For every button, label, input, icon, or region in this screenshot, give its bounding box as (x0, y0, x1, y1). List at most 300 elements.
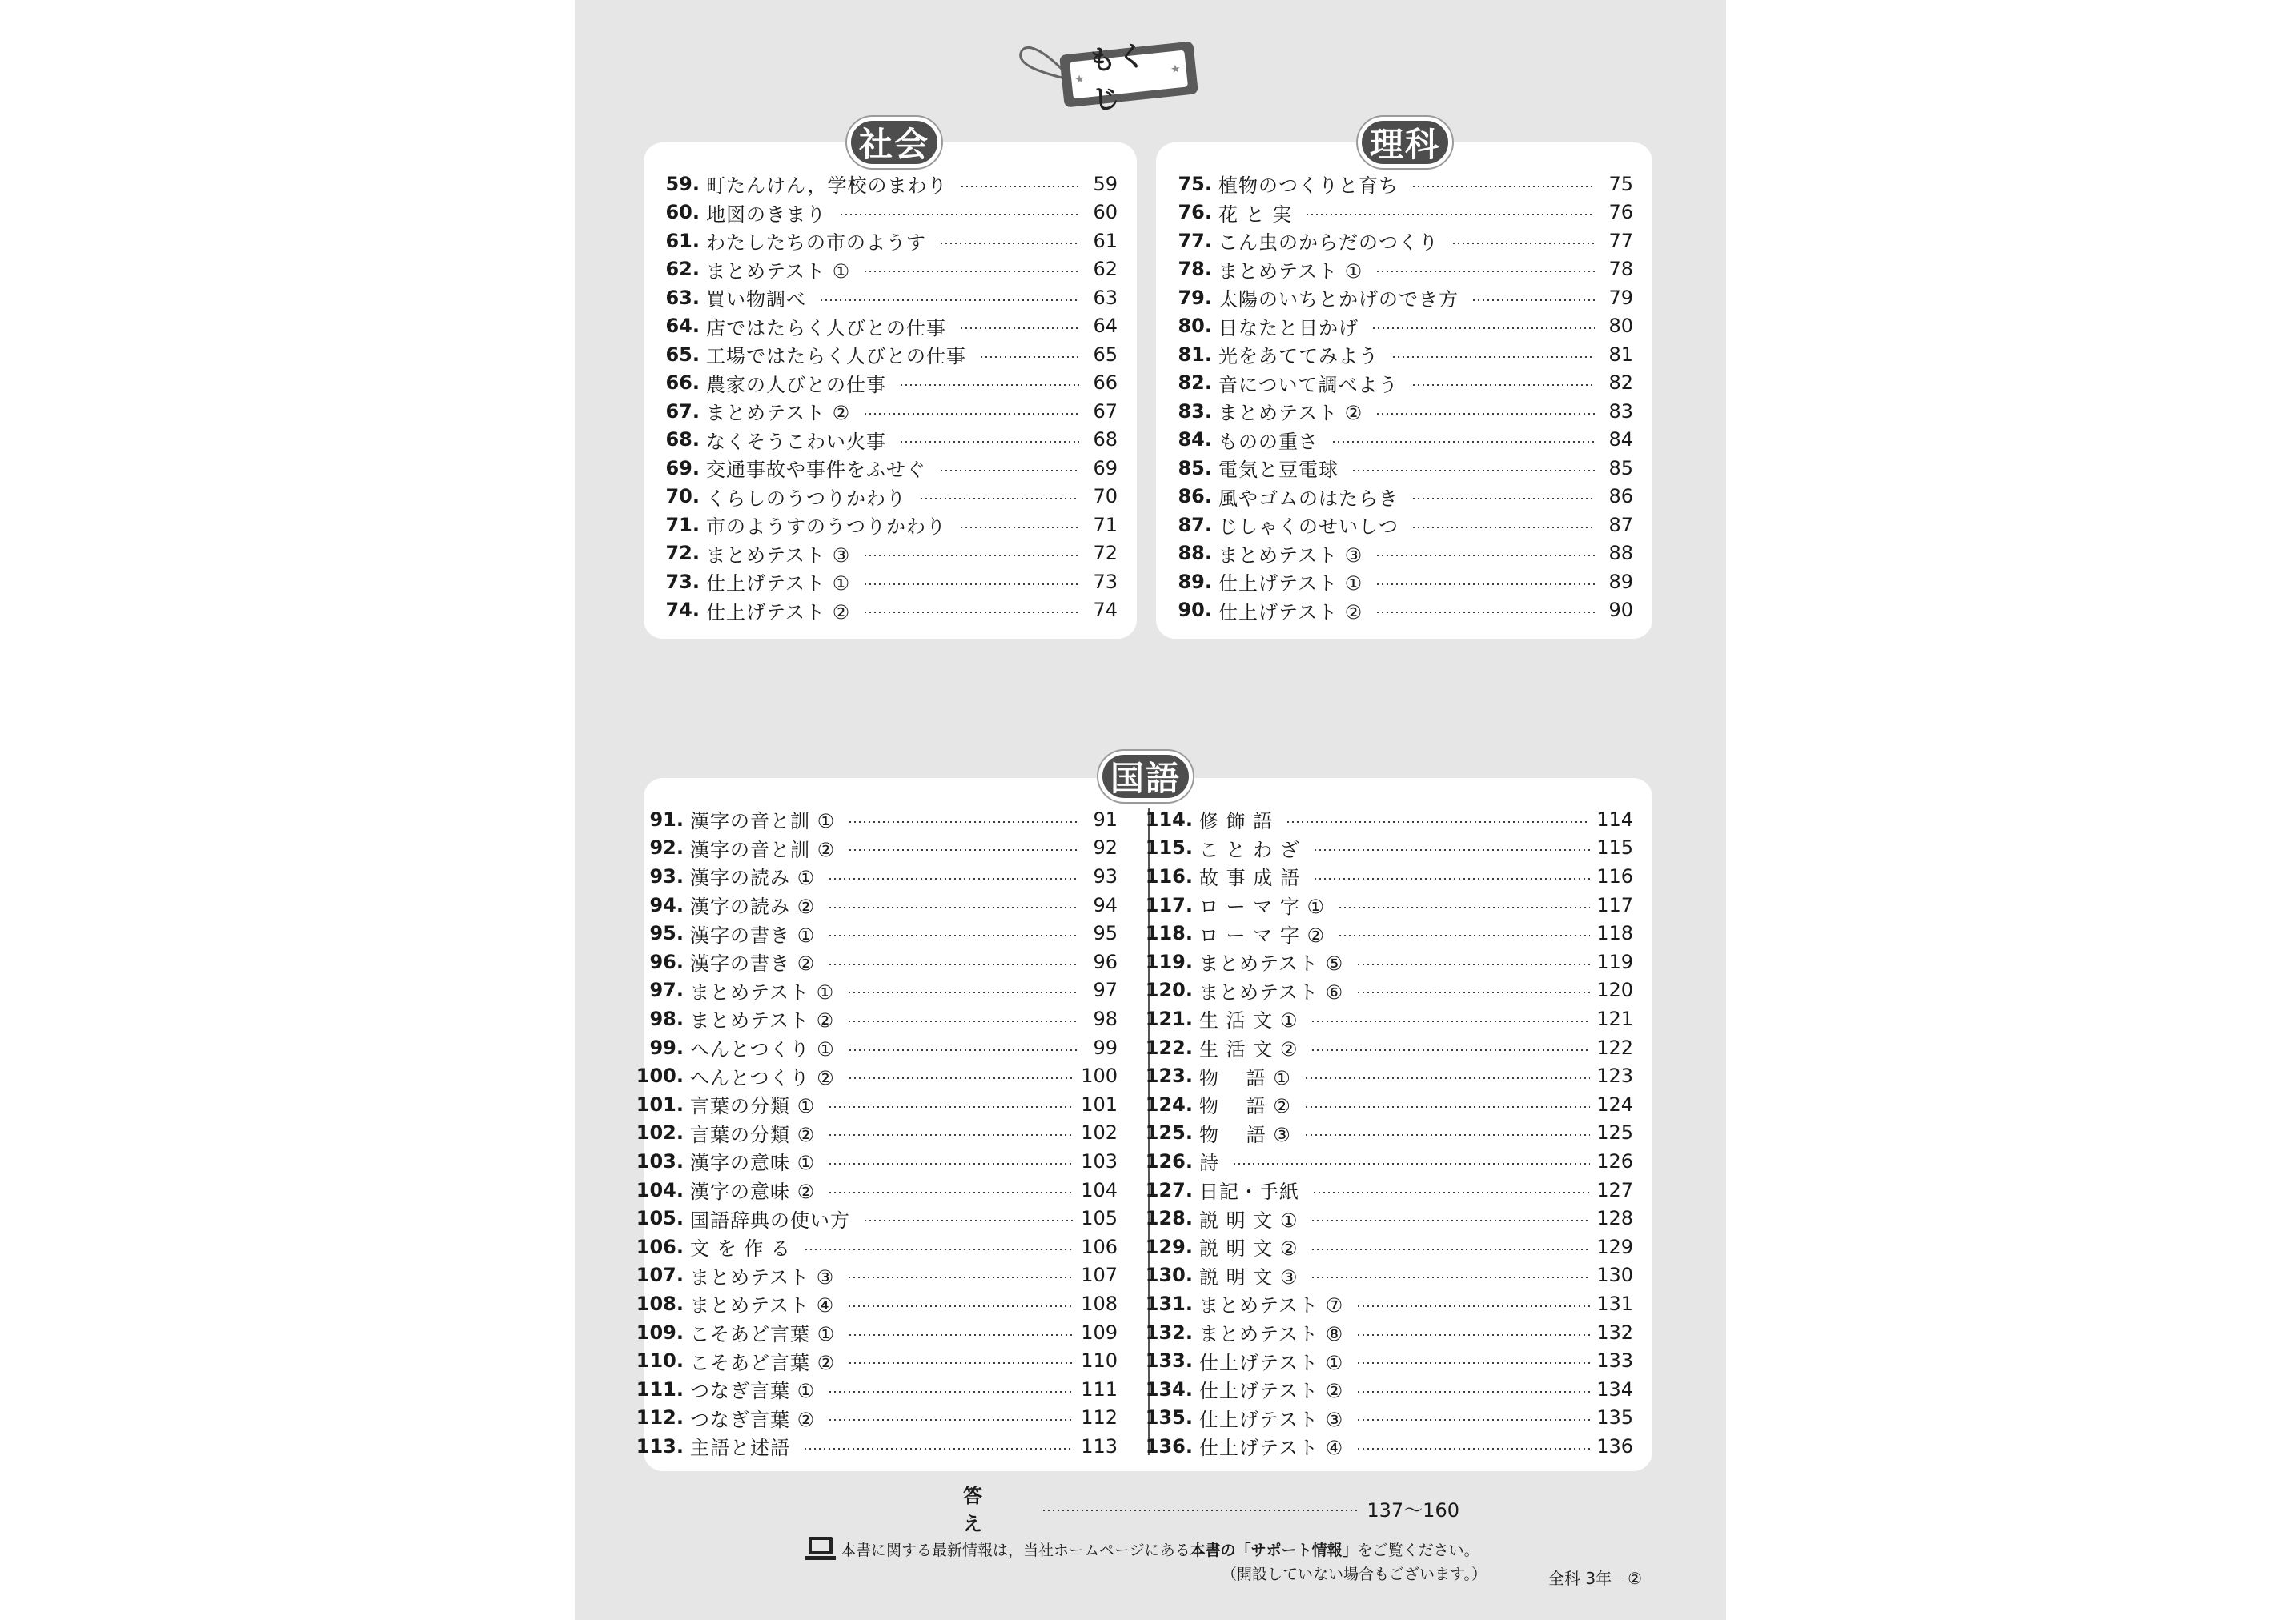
toc-entry (636, 805, 1118, 834)
toc-entry-page: 96 (1093, 950, 1118, 973)
toc-entry-title: 漢字の意味 ② (690, 1181, 816, 1204)
toc-entry-page: 89 (1608, 570, 1633, 593)
toc-entry-number: 131. (1145, 1292, 1193, 1315)
toc-entry-title: 仕上げテスト ② (1199, 1380, 1344, 1403)
toc-entry (636, 1289, 1118, 1318)
leader-dots (959, 527, 1079, 528)
toc-entry-number: 102. (636, 1121, 684, 1145)
toc-entry-title: ロ ー マ 字 ② (1199, 924, 1326, 947)
toc-entry-page: 90 (1608, 599, 1633, 622)
toc-entry (636, 1375, 1118, 1404)
toc-entry (636, 1204, 1118, 1233)
toc-entry-number: 92. (649, 836, 684, 860)
leader-dots (848, 1049, 1079, 1051)
toc-entry-title: こん虫のからだのつくり (1218, 231, 1439, 255)
toc-entry (1145, 1375, 1633, 1404)
toc-entry-page: 98 (1093, 1007, 1118, 1030)
toc-entry-title: まとめテスト ③ (1218, 543, 1363, 567)
toc-entry-title: 主語と述語 (690, 1437, 790, 1460)
leader-dots (1351, 470, 1595, 471)
toc-entry (1145, 1233, 1633, 1261)
toc-entry-number: 81. (1178, 343, 1212, 366)
toc-entry-number: 116. (1145, 864, 1193, 888)
toc-entry-number: 77. (1178, 229, 1212, 252)
toc-entry (652, 170, 1118, 198)
toc-entry (1164, 340, 1633, 369)
toc-entry-title: 市のようすのうつりかわり (706, 515, 946, 539)
leader-dots (848, 1334, 1074, 1336)
leader-dots (1356, 1419, 1590, 1421)
toc-entry-title: 花 と 実 (1218, 202, 1293, 226)
toc-entry-number: 136. (1145, 1434, 1193, 1458)
toc-entry (1145, 976, 1633, 1005)
toc-entry-title: 物 語 ② (1199, 1095, 1291, 1118)
toc-entry (636, 1176, 1118, 1205)
leader-dots (1286, 821, 1590, 823)
toc-entry-title: まとめテスト ② (1218, 402, 1363, 425)
japanese-section-title: 国語 (1098, 751, 1193, 802)
leader-dots (1451, 243, 1595, 244)
toc-entry-title: まとめテスト ⑤ (1199, 952, 1344, 976)
toc-entry-title: へんとつくり ① (690, 1038, 835, 1061)
toc-entry-number: 70. (665, 485, 700, 508)
toc-entry-page: 83 (1608, 399, 1633, 423)
toc-entry (1145, 1289, 1633, 1318)
leader-dots (979, 356, 1079, 358)
toc-entry-page: 69 (1093, 456, 1118, 479)
toc-entry-title: 故 事 成 語 (1199, 867, 1300, 890)
toc-entry-title: 音について調べよう (1218, 373, 1399, 396)
toc-entry-title: 仕上げテスト ④ (1199, 1437, 1344, 1460)
science-section-title: 理科 (1358, 117, 1452, 168)
toc-entry (636, 891, 1118, 920)
toc-entry-number: 122. (1145, 1036, 1193, 1059)
toc-entry (1164, 227, 1633, 255)
toc-entry-title: まとめテスト ① (690, 980, 835, 1004)
toc-entry-number: 89. (1178, 570, 1212, 593)
computer-icon (805, 1537, 836, 1561)
toc-entry-title: まとめテスト ② (706, 402, 851, 425)
toc-entry-page: 70 (1093, 485, 1118, 508)
toc-entry-number: 133. (1145, 1349, 1193, 1373)
toc-entry-number: 103. (636, 1149, 684, 1173)
toc-entry-number: 99. (649, 1036, 684, 1059)
toc-entry-page: 100 (1081, 1065, 1118, 1088)
leader-dots (863, 413, 1079, 415)
toc-entry-page: 91 (1093, 808, 1118, 831)
toc-entry (1145, 1090, 1633, 1119)
toc-entry (1145, 805, 1633, 834)
toc-entry-page: 67 (1093, 399, 1118, 423)
toc-entry-title: 説 明 文 ③ (1199, 1265, 1299, 1289)
leader-dots (1311, 1021, 1590, 1022)
toc-entry-page: 129 (1596, 1235, 1633, 1258)
toc-entry-number: 90. (1178, 599, 1212, 622)
toc-entry-title: まとめテスト ③ (706, 543, 851, 567)
tag-label-box (1070, 39, 1188, 117)
toc-entry (1164, 426, 1633, 455)
toc-entry-number: 101. (636, 1093, 684, 1116)
toc-entry (1164, 539, 1633, 568)
toc-entry-title: 物 語 ① (1199, 1066, 1291, 1089)
toc-entry-page: 114 (1596, 808, 1633, 831)
toc-entry-number: 127. (1145, 1178, 1193, 1201)
leader-dots (1313, 878, 1590, 880)
toc-entry-title: 工場ではたらく人びとの仕事 (706, 345, 966, 368)
leader-dots (1356, 1362, 1590, 1364)
leader-dots (863, 583, 1079, 585)
toc-entry-title: 生 活 文 ① (1199, 1009, 1299, 1033)
toc-entry-page: 109 (1081, 1321, 1118, 1344)
leader-dots (1356, 992, 1590, 993)
toc-entry-page: 119 (1596, 950, 1633, 973)
leader-dots (848, 821, 1079, 823)
toc-entry-number: 113. (636, 1434, 684, 1458)
toc-entry-page: 132 (1596, 1321, 1633, 1344)
toc-entry-page: 120 (1596, 979, 1633, 1002)
toc-entry (1145, 919, 1633, 948)
toc-entry-number: 69. (665, 456, 700, 479)
leader-dots (804, 1249, 1074, 1250)
leader-dots (1311, 1220, 1590, 1221)
leader-dots (1304, 1106, 1590, 1108)
toc-entry-page: 121 (1596, 1007, 1633, 1030)
toc-entry-title: 漢字の書き ② (690, 952, 816, 976)
toc-entry-title: 漢字の書き ① (690, 924, 816, 947)
toc-entry (652, 369, 1118, 398)
toc-entry (652, 283, 1118, 312)
leader-dots (1356, 1305, 1590, 1307)
toc-entry (636, 1061, 1118, 1090)
toc-entry (636, 862, 1118, 891)
toc-entry (636, 1233, 1118, 1261)
toc-entry-title: 仕上げテスト ③ (1199, 1408, 1344, 1431)
toc-entry-page: 86 (1608, 485, 1633, 508)
toc-entry-title: 仕上げテスト ① (1199, 1351, 1344, 1374)
leader-dots (828, 1419, 1074, 1421)
toc-entry-number: 80. (1178, 315, 1212, 338)
toc-entry-page: 88 (1608, 542, 1633, 565)
toc-entry-title: わたしたちの市のようす (706, 231, 926, 255)
leader-dots (1338, 907, 1590, 908)
leader-dots (919, 498, 1079, 499)
toc-entry-page: 78 (1608, 258, 1633, 281)
toc-entry-title: 植物のつくりと育ち (1218, 174, 1399, 198)
toc-entry-number: 132. (1145, 1321, 1193, 1344)
toc-entry-title: 農家の人びとの仕事 (706, 373, 886, 396)
toc-entry-page: 118 (1596, 922, 1633, 945)
toc-entry (1145, 834, 1633, 863)
toc-entry-title: まとめテスト ① (706, 259, 851, 283)
toc-header-tag (1007, 40, 1199, 120)
leader-dots (847, 1305, 1074, 1307)
toc-entry-title: 店ではたらく人びとの仕事 (706, 316, 946, 339)
toc-entry-number: 119. (1145, 950, 1193, 973)
toc-entry-number: 109. (636, 1321, 684, 1344)
leader-dots (1311, 1249, 1590, 1250)
toc-entry-number: 65. (665, 343, 700, 366)
toc-entry (636, 1432, 1118, 1461)
toc-entry-page: 124 (1596, 1093, 1633, 1116)
toc-entry-number: 135. (1145, 1406, 1193, 1430)
leader-dots (1313, 849, 1590, 851)
toc-entry-title: 生 活 文 ② (1199, 1038, 1299, 1061)
toc-entry-page: 80 (1608, 315, 1633, 338)
leader-dots (1356, 1391, 1590, 1393)
toc-entry-title: くらしのうつりかわり (706, 487, 906, 510)
toc-entry-title: 言葉の分類 ② (690, 1123, 816, 1146)
toc-entry-page: 107 (1081, 1264, 1118, 1287)
toc-entry (1164, 454, 1633, 483)
leader-dots (1371, 327, 1595, 329)
leader-dots (959, 327, 1079, 329)
toc-entry-title: 漢字の音と訓 ② (690, 838, 836, 861)
toc-entry (1145, 948, 1633, 976)
leader-dots (1356, 964, 1590, 965)
leader-dots (828, 878, 1079, 880)
leader-dots (1304, 1134, 1590, 1136)
toc-entry-number: 123. (1145, 1065, 1193, 1088)
toc-entry-number: 105. (636, 1207, 684, 1230)
toc-entry-number: 125. (1145, 1121, 1193, 1145)
toc-entry (636, 1004, 1118, 1033)
toc-entry-page: 125 (1596, 1121, 1633, 1145)
toc-entry-page: 94 (1093, 893, 1118, 916)
toc-entry-number: 112. (636, 1406, 684, 1430)
leader-dots (828, 964, 1079, 965)
toc-entry-number: 110. (636, 1349, 684, 1373)
answers-row (963, 1485, 1459, 1535)
toc-entry-page: 84 (1608, 428, 1633, 451)
toc-entry-page: 75 (1608, 172, 1633, 195)
toc-entry-title: 漢字の音と訓 ① (690, 810, 836, 833)
toc-entry-page: 127 (1596, 1178, 1633, 1201)
toc-entry-number: 108. (636, 1292, 684, 1315)
toc-entry-title: まとめテスト ⑧ (1199, 1323, 1344, 1346)
toc-entry-number: 71. (665, 513, 700, 536)
toc-entry-title: 国語辞典の使い方 (690, 1209, 850, 1232)
toc-entry (1145, 1061, 1633, 1090)
toc-entry (1145, 1004, 1633, 1033)
leader-dots (1232, 1163, 1590, 1165)
leader-dots (1375, 583, 1595, 585)
toc-entry-title: まとめテスト ⑥ (1199, 980, 1344, 1004)
toc-entry-title: まとめテスト ③ (690, 1265, 835, 1289)
leader-dots (828, 1106, 1074, 1108)
toc-entry-title: 漢字の意味 ① (690, 1152, 816, 1175)
toc-entry (1145, 1119, 1633, 1148)
leader-dots (828, 1134, 1074, 1136)
leader-dots (1375, 555, 1595, 556)
leader-dots (939, 243, 1079, 244)
leader-dots (847, 1021, 1079, 1022)
toc-entry-number: 115. (1145, 836, 1193, 860)
toc-entry-number: 128. (1145, 1207, 1193, 1230)
leader-dots (847, 992, 1079, 993)
toc-entry-page: 64 (1093, 315, 1118, 338)
page-sheet (575, 0, 1726, 1620)
toc-entry-number: 98. (649, 1007, 684, 1030)
leader-dots (1411, 186, 1595, 187)
toc-entry (1164, 312, 1633, 341)
toc-entry (1164, 483, 1633, 511)
toc-entry-title: 仕上げテスト ① (706, 572, 851, 595)
toc-entry-page: 62 (1093, 258, 1118, 281)
toc-entry-page: 123 (1596, 1065, 1633, 1088)
toc-entry-title: 修 飾 語 (1199, 810, 1274, 833)
toc-entry-page: 117 (1596, 893, 1633, 916)
notice-text-3: （開設していない場合もございます。） (1222, 1566, 1487, 1583)
leader-dots (848, 1362, 1074, 1364)
leader-dots (863, 271, 1079, 272)
toc-entry-page: 97 (1093, 979, 1118, 1002)
leader-dots (1311, 1049, 1590, 1051)
leader-dots (1391, 356, 1595, 358)
toc-entry-number: 118. (1145, 922, 1193, 945)
toc-entry-title: まとめテスト ① (1218, 259, 1363, 283)
toc-entry-number: 96. (649, 950, 684, 973)
toc-entry (1145, 1404, 1633, 1433)
toc-entry-page: 79 (1608, 286, 1633, 309)
toc-entry-page: 122 (1596, 1036, 1633, 1059)
toc-entry-number: 83. (1178, 399, 1212, 423)
leader-dots (939, 470, 1079, 471)
toc-entry-page: 108 (1081, 1292, 1118, 1315)
book-code: 全科 3年－② (1548, 1569, 1643, 1588)
toc-entry-number: 72. (665, 542, 700, 565)
notice-support-info: 本書の「サポート情報」 (1190, 1541, 1358, 1559)
toc-entry (652, 198, 1118, 227)
toc-entry (636, 1090, 1118, 1119)
notice-text-1: 本書に関する最新情報は，当社ホームページにある (841, 1541, 1190, 1559)
toc-entry-number: 134. (1145, 1377, 1193, 1401)
toc-entry-page: 72 (1093, 542, 1118, 565)
toc-entry-title: 光をあててみよう (1218, 345, 1379, 368)
toc-entry-number: 126. (1145, 1149, 1193, 1173)
toc-entry-number: 93. (649, 864, 684, 888)
toc-entry (636, 1261, 1118, 1290)
toc-entry (652, 539, 1118, 568)
leader-dots (1471, 299, 1595, 301)
toc-entry (1145, 1346, 1633, 1375)
leader-dots (848, 849, 1079, 851)
toc-entry-title: へんとつくり ② (690, 1066, 835, 1089)
toc-entry-number: 82. (1178, 371, 1212, 395)
toc-entry-title: 交通事故や事件をふせぐ (706, 459, 926, 482)
toc-entry (1145, 1176, 1633, 1205)
leader-dots (960, 186, 1079, 187)
leader-dots (1042, 1510, 1360, 1511)
toc-entry (1164, 567, 1633, 596)
toc-entry-title: 日なたと日かげ (1218, 316, 1359, 339)
toc-entry-page: 103 (1081, 1149, 1118, 1173)
toc-entry-page: 116 (1596, 864, 1633, 888)
toc-entry-number: 61. (665, 229, 700, 252)
leader-dots (828, 907, 1079, 908)
toc-entry (652, 255, 1118, 284)
leader-dots (1311, 1277, 1590, 1278)
toc-entry-number: 114. (1145, 808, 1193, 831)
toc-entry-title: まとめテスト ② (690, 1009, 835, 1033)
toc-entry-title: こそあど言葉 ① (690, 1323, 836, 1346)
toc-entry-page: 63 (1093, 286, 1118, 309)
leader-dots (828, 1192, 1074, 1193)
toc-entry-number: 62. (665, 258, 700, 281)
toc-entry-title: 買い物調べ (706, 288, 806, 311)
toc-entry-page: 59 (1093, 172, 1118, 195)
toc-entry-number: 76. (1178, 201, 1212, 224)
leader-dots (847, 1277, 1074, 1278)
toc-entry-number: 74. (665, 599, 700, 622)
toc-entry (1164, 255, 1633, 284)
toc-entry-number: 73. (665, 570, 700, 593)
toc-entry-number: 86. (1178, 485, 1212, 508)
toc-entry-title: 言葉の分類 ① (690, 1095, 816, 1118)
toc-entry-title: じしゃくのせいしつ (1218, 515, 1399, 539)
toc-entry-number: 107. (636, 1264, 684, 1287)
toc-entry-title: こそあど言葉 ② (690, 1351, 836, 1374)
toc-entry (1164, 283, 1633, 312)
toc-entry (652, 454, 1118, 483)
toc-entry-number: 87. (1178, 513, 1212, 536)
toc-entry-page: 66 (1093, 371, 1118, 395)
toc-entry-page: 110 (1081, 1349, 1118, 1373)
leader-dots (828, 1391, 1074, 1393)
toc-entry-number: 130. (1145, 1264, 1193, 1287)
toc-entry-title: 町たんけん，学校のまわり (706, 174, 948, 198)
toc-entry-page: 135 (1596, 1406, 1633, 1430)
toc-entry-title: 電気と豆電球 (1218, 459, 1339, 482)
toc-entry-page: 128 (1596, 1207, 1633, 1230)
toc-entry-title: 仕上げテスト ② (706, 600, 851, 624)
toc-entry-page: 76 (1608, 201, 1633, 224)
toc-entry-title: つなぎ言葉 ① (690, 1380, 816, 1403)
answers-label: 答 え (963, 1485, 997, 1535)
leader-dots (1305, 214, 1595, 215)
leader-dots (1312, 1192, 1590, 1193)
toc-entry-number: 91. (649, 808, 684, 831)
toc-entry (636, 1033, 1118, 1062)
toc-entry-title: 説 明 文 ① (1199, 1209, 1299, 1232)
toc-entry-number: 75. (1178, 172, 1212, 195)
support-notice (805, 1537, 1510, 1584)
toc-entry-number: 88. (1178, 542, 1212, 565)
toc-entry-title: 風やゴムのはたらき (1218, 487, 1399, 510)
leader-dots (899, 441, 1079, 443)
toc-entry-title: 文 を 作 る (690, 1237, 791, 1261)
tag-body (1059, 39, 1198, 117)
toc-entry (1164, 369, 1633, 398)
toc-entry-number: 60. (665, 201, 700, 224)
leader-dots (1411, 498, 1595, 499)
leader-dots (1375, 612, 1595, 613)
toc-entry-title: 漢字の読み ① (690, 867, 816, 890)
leader-dots (1411, 384, 1595, 386)
toc-entry-title: 日記・手紙 (1199, 1181, 1299, 1204)
toc-entry (652, 567, 1118, 596)
notice-text-2: をご覧ください。 (1357, 1541, 1479, 1559)
toc-entry (652, 426, 1118, 455)
toc-entry-title: つなぎ言葉 ② (690, 1408, 816, 1431)
leader-dots (848, 1077, 1075, 1079)
toc-entry (652, 312, 1118, 341)
toc-entry (636, 1404, 1118, 1433)
toc-entry-number: 106. (636, 1235, 684, 1258)
leader-dots (1338, 935, 1590, 936)
toc-entry-title: 仕上げテスト ② (1218, 600, 1363, 624)
toc-entry-number: 97. (649, 979, 684, 1002)
star-icon: ★ (1074, 72, 1088, 87)
